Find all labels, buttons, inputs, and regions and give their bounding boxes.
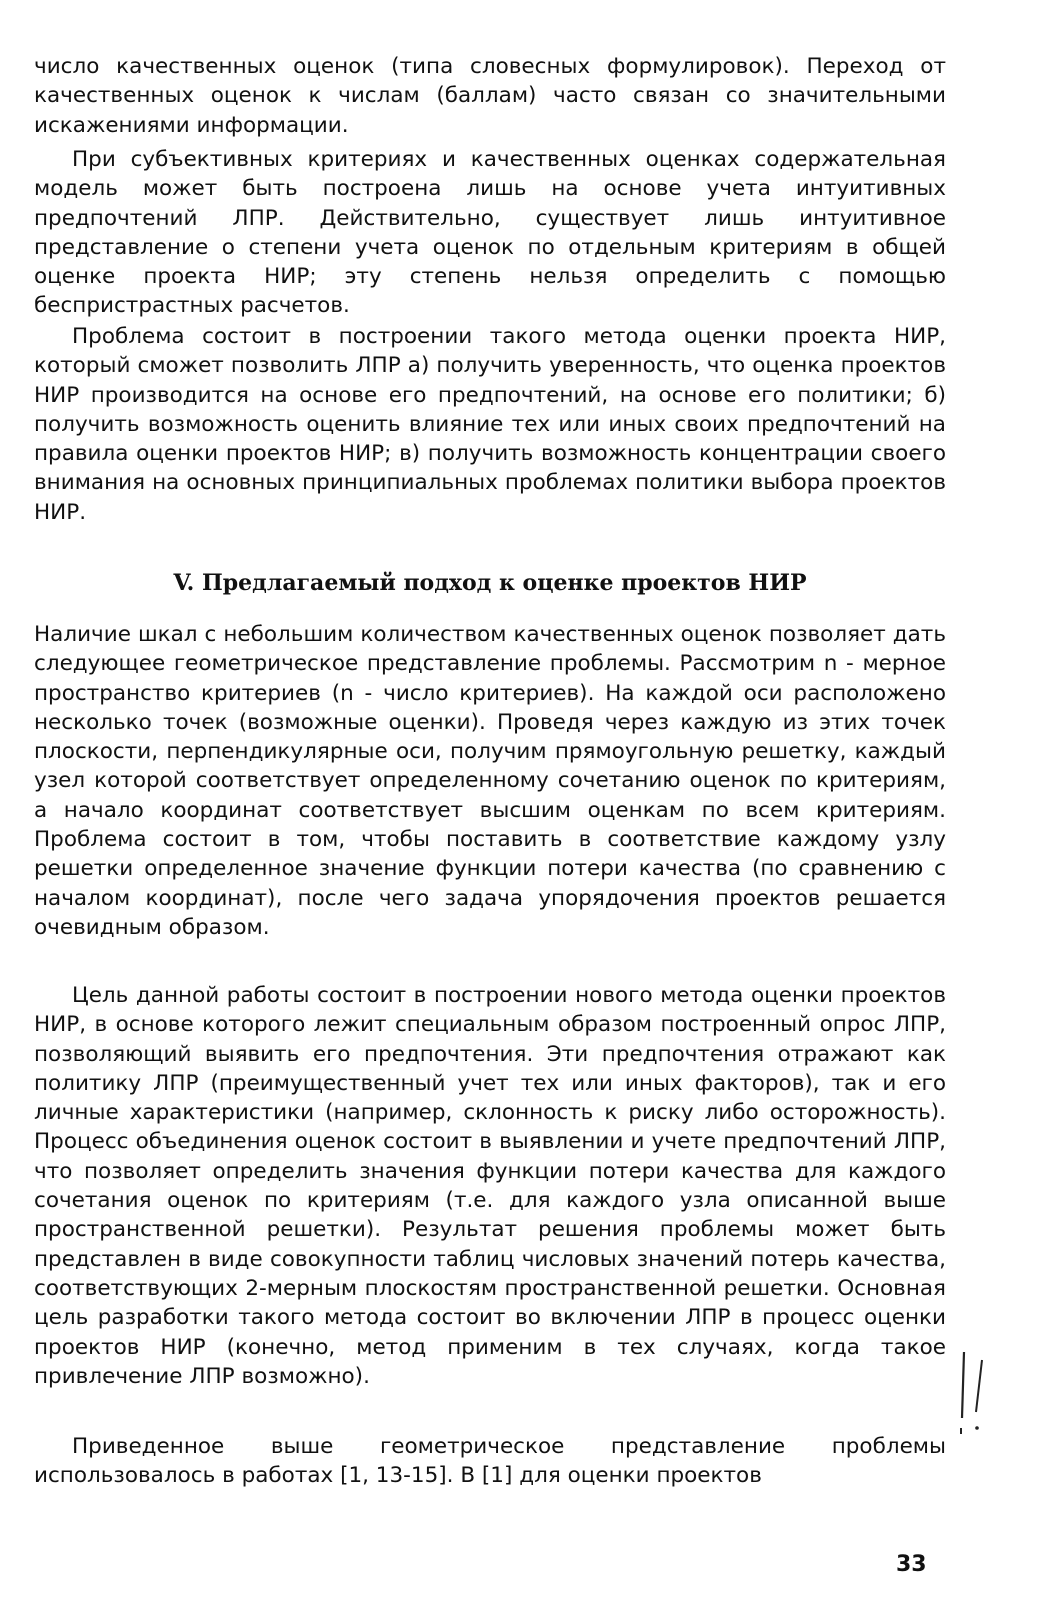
margin-pen-mark bbox=[952, 1348, 992, 1438]
paragraph-2: При субъективных критериях и качественных оценках содержательная модель может быть построена лишь на основе учета интуитивных предпочтений ЛПР. Действительно, существует лишь интуитивное представление о степени учета оценок по отдельным критериям в общей оценке проекта НИР; эту степень нельзя определить с помощью беспристрастных расчетов. bbox=[34, 147, 946, 319]
page-number: 33 bbox=[896, 1552, 927, 1577]
section-paragraph-1: Наличие шкал с небольшим количеством качественных оценок позволяет дать следующее геометрическое представление проблемы. Рассмотрим n - мерное пространство критериев (n - число критериев). На каждой оси расположено несколько точек (возможные оценки). Проведя через каждую из этих точек плоскости, перпендикулярные оси, получим прямоугольную решетку, каждый узел которой соответствует определенному сочетанию оценок по критериям, а начало координат соответствует высшим оценкам по всем критериям. Проблема состоит в том, чтобы поставить в соответствие каждому узлу решетки определенное значение функции потери качества (по сравнению с началом координат), после чего задача упорядочения проектов решается очевидным образом. bbox=[34, 622, 946, 940]
section-paragraph-3: Приведенное выше геометрическое представление проблемы использовалось в работах [1, 13-15]. В [1] для оценки проектов bbox=[34, 1434, 946, 1489]
paragraph-3: Проблема состоит в построении такого метода оценки проекта НИР, который сможет позволить ЛПР а) получить уверенность, что оценка проектов НИР производится на основе его предпочтений, на основе его политики; б) получить возможность оценить влияние тех или иных своих предпочтений на правила оценки проектов НИР; в) получить возможность концентрации своего внимания на основных принципиальных проблемах политики выбора проектов НИР. bbox=[34, 324, 946, 525]
section-heading: V. Предлагаемый подход к оценке проектов НИР bbox=[173, 570, 807, 596]
paragraph-1: число качественных оценок (типа словесных формулировок). Переход от качественных оценок к числам (баллам) часто связан со значительными искажениями информации. bbox=[34, 54, 946, 138]
section-paragraph-2: Цель данной работы состоит в построении нового метода оценки проектов НИР, в основе которого лежит специальным образом построенный опрос ЛПР, позволяющий выявить его предпочтения. Эти предпочтения отражают как политику ЛПР (преимущественный учет тех или иных факторов), так и его личные характеристики (например, склонность к риску либо осторожность). Процесс объединения оценок состоит в выявлении и учете предпочтений ЛПР, что позволяет определить значения функции потери качества для каждого сочетания оценок по критериям (т.е. для каждого узла описанной выше пространственной решетки). Результат решения проблемы может быть представлен в виде совокупности таблиц числовых значений потерь качества, соответствующих 2-мерным плоскостям пространственной решетки. Основная цель разработки такого метода состоит во включении ЛПР в процесс оценки проектов НИР (конечно, метод применим в тех случаях, когда такое привлечение ЛПР возможно). bbox=[34, 983, 946, 1389]
